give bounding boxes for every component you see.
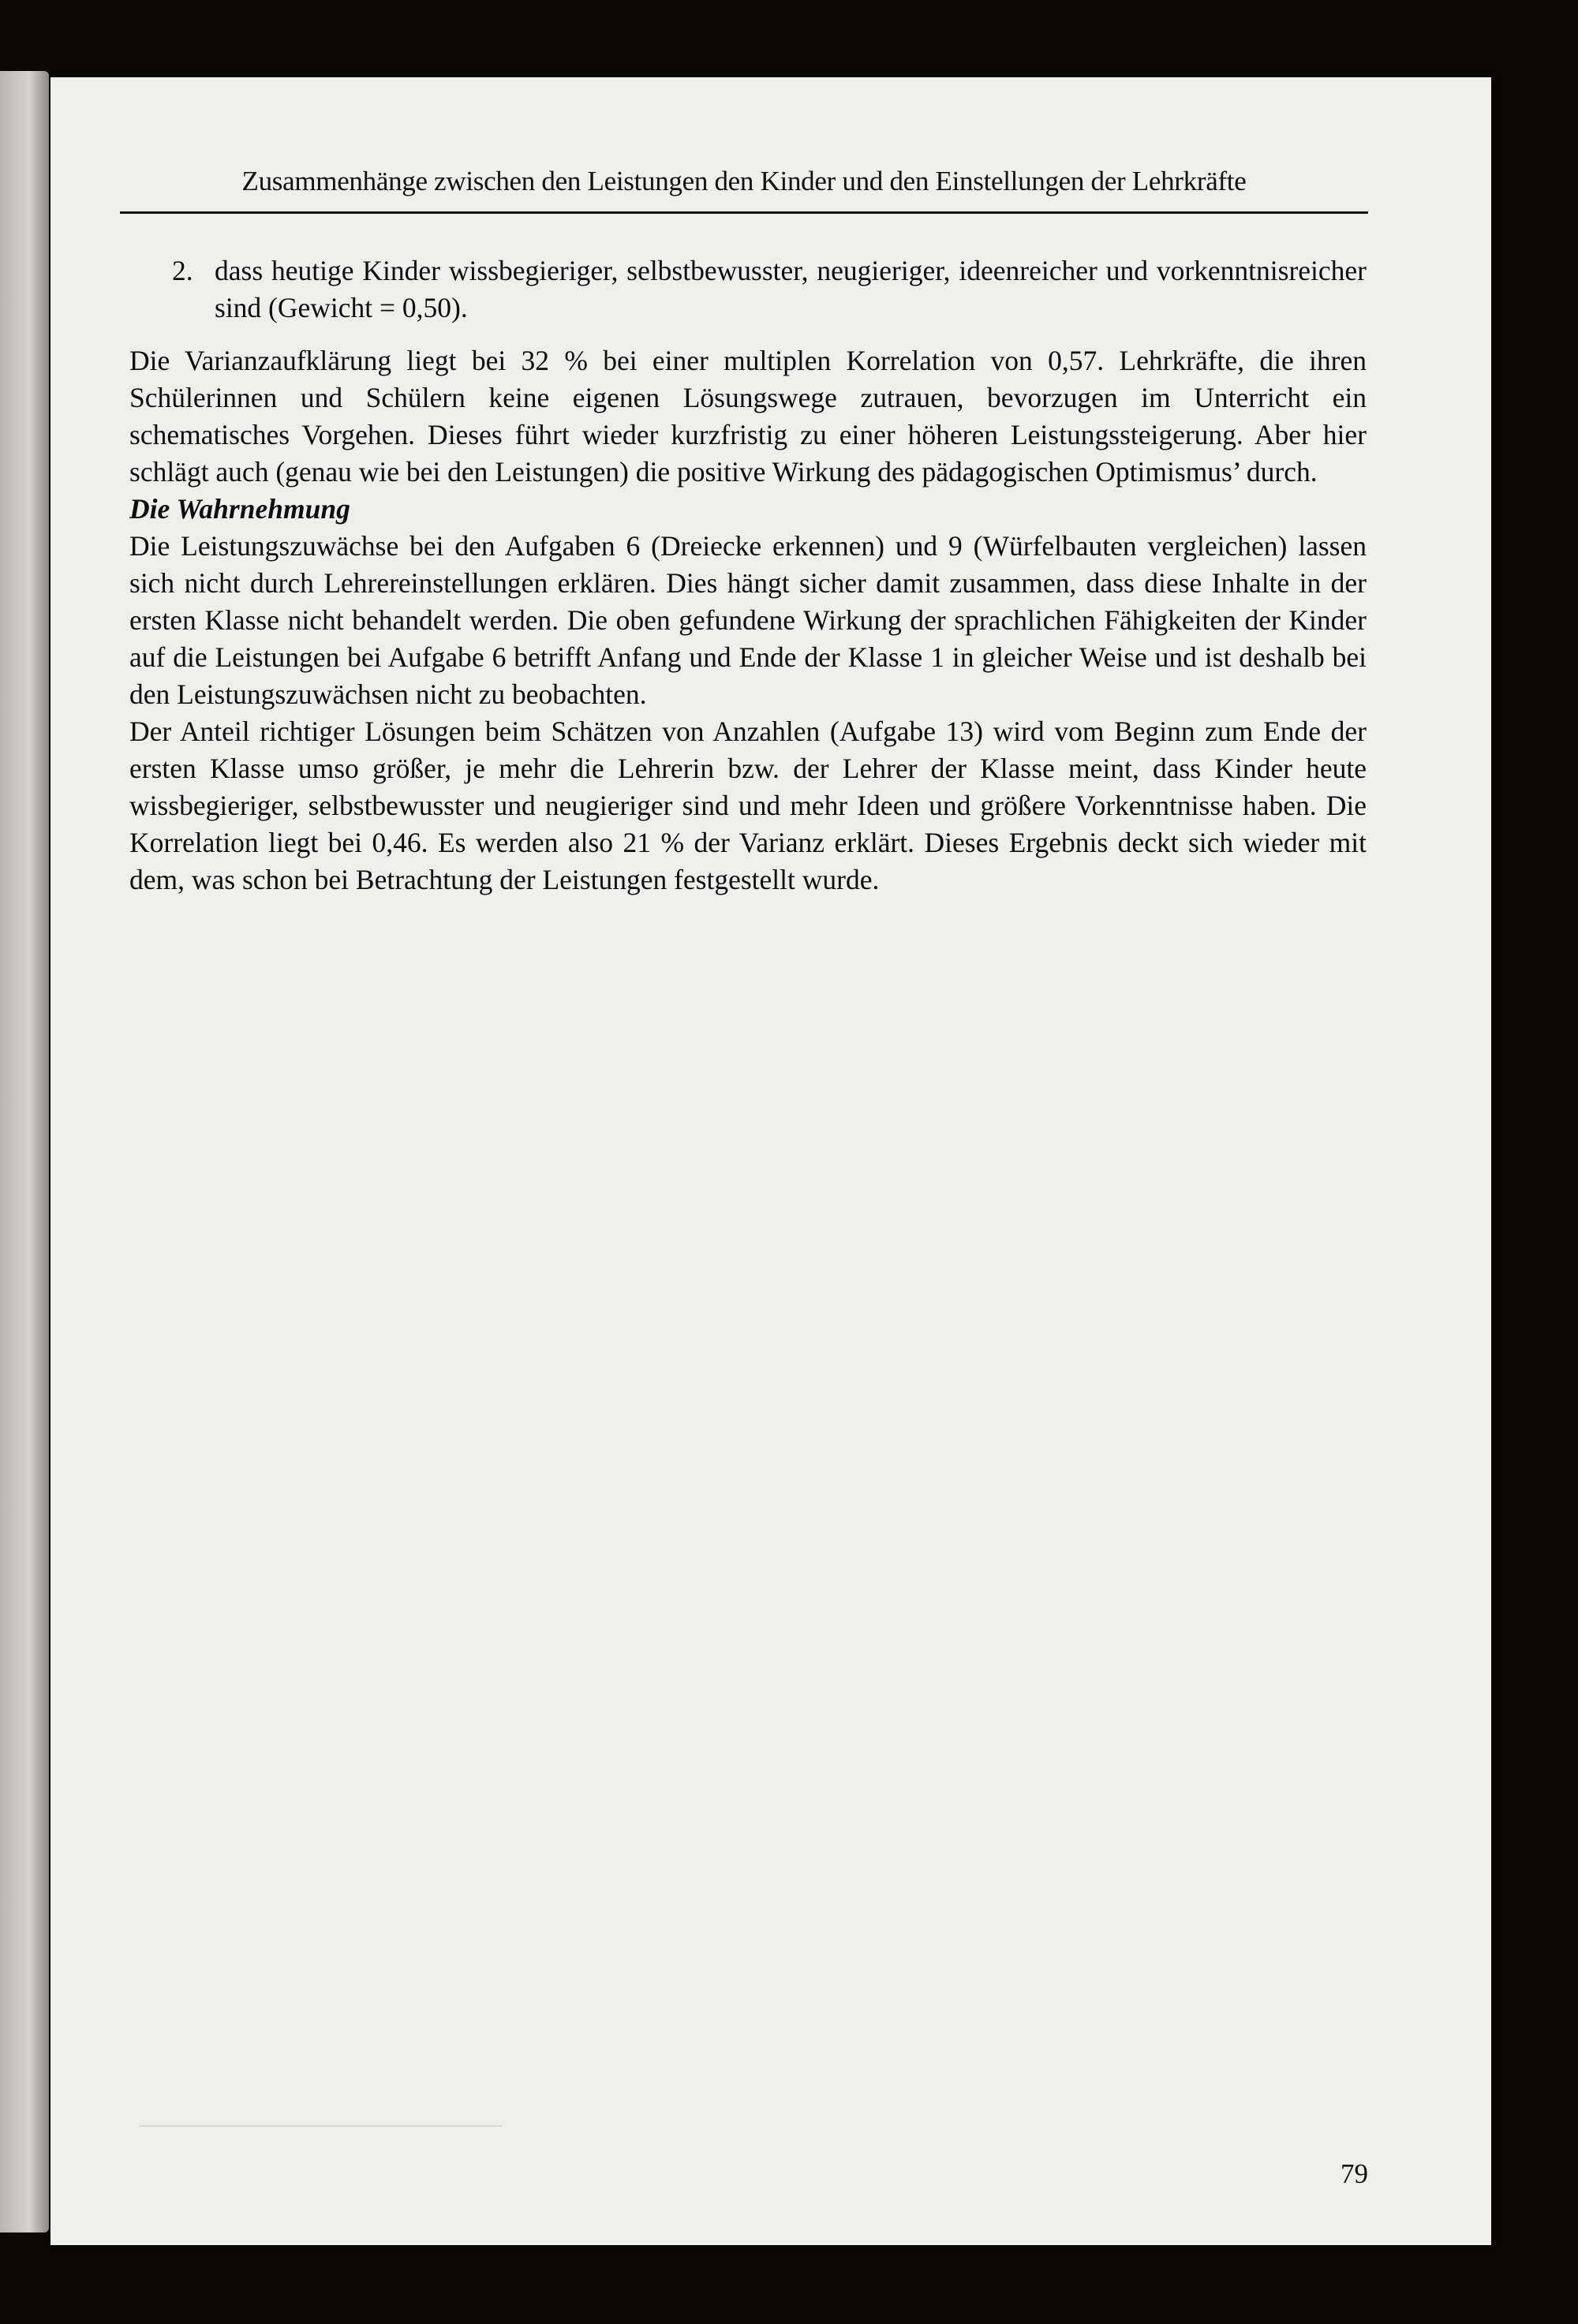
list-number: 2. (172, 255, 193, 286)
section-title: Die Wahrnehmung (129, 493, 350, 525)
paragraph-schaetzen: Der Anteil richtiger Lösungen beim Schätzen von Anzahlen (Aufgabe 13) wird vom Beginn zum Ende der ersten Klasse umso größer, je mehr die Lehrerin bzw. der Lehrer der Klasse meint, dass Kinder heute wissbegieriger, selbstbewusster und neugieriger sind und mehr Ideen und größere Vorkenntnisse haben. Die Korrelation liegt bei 0,46. Es werden also 21 % der Varianz erklärt. Dieses Ergebnis deckt sich wieder mit dem, was schon bei Betrachtung der Leistungen festgestellt wurde. (129, 716, 1367, 895)
book-page (50, 77, 1491, 2245)
paragraph-varianzaufklaerung: Die Varianzaufklärung liegt bei 32 % bei einer multiplen Korrelation von 0,57. Lehrkräfte, die ihren Schülerinnen und Schülern keine eigenen Lösungswege zutrauen, bevorzugen im Unterricht ein schematisches Vorgehen. Dieses führt wieder kurzfristig zu einer höheren Leistungssteigerung. Aber hier schlägt auch (genau wie bei den Leistungen) die positive Wirkung des pädagogischen Optimismus’ durch. (129, 345, 1367, 488)
list-item (129, 252, 1367, 327)
page-number: 79 (1341, 2158, 1368, 2189)
paragraph-leistungszuwaechse: Die Leistungszuwächse bei den Aufgaben 6 (Dreiecke erkennen) und 9 (Würfelbauten vergleichen) lassen sich nicht durch Lehrereinstellungen erklären. Dies hängt sicher damit zusammen, dass diese Inhalte in der ersten Klasse nicht behandelt werden. Die oben gefundene Wirkung der sprachlichen Fähigkeiten der Kinder auf die Leistungen bei Aufgabe 6 betrifft Anfang und Ende der Klasse 1 in gleicher Weise und ist deshalb bei den Leistungszuwächsen nicht zu beobachten. (129, 530, 1367, 710)
page-body (129, 252, 1367, 899)
footnote-rule (139, 2125, 502, 2127)
header-rule (120, 211, 1368, 214)
adjacent-page-edge (0, 71, 49, 2232)
running-head: Zusammenhänge zwischen den Leistungen den Kinder und den Einstellungen der Lehrkräfte (241, 166, 1247, 196)
list-text: dass heutige Kinder wissbegieriger, selbstbewusster, neugieriger, ideenreicher und vorkenntnisreicher sind (Gewicht = 0,50). (215, 255, 1367, 323)
